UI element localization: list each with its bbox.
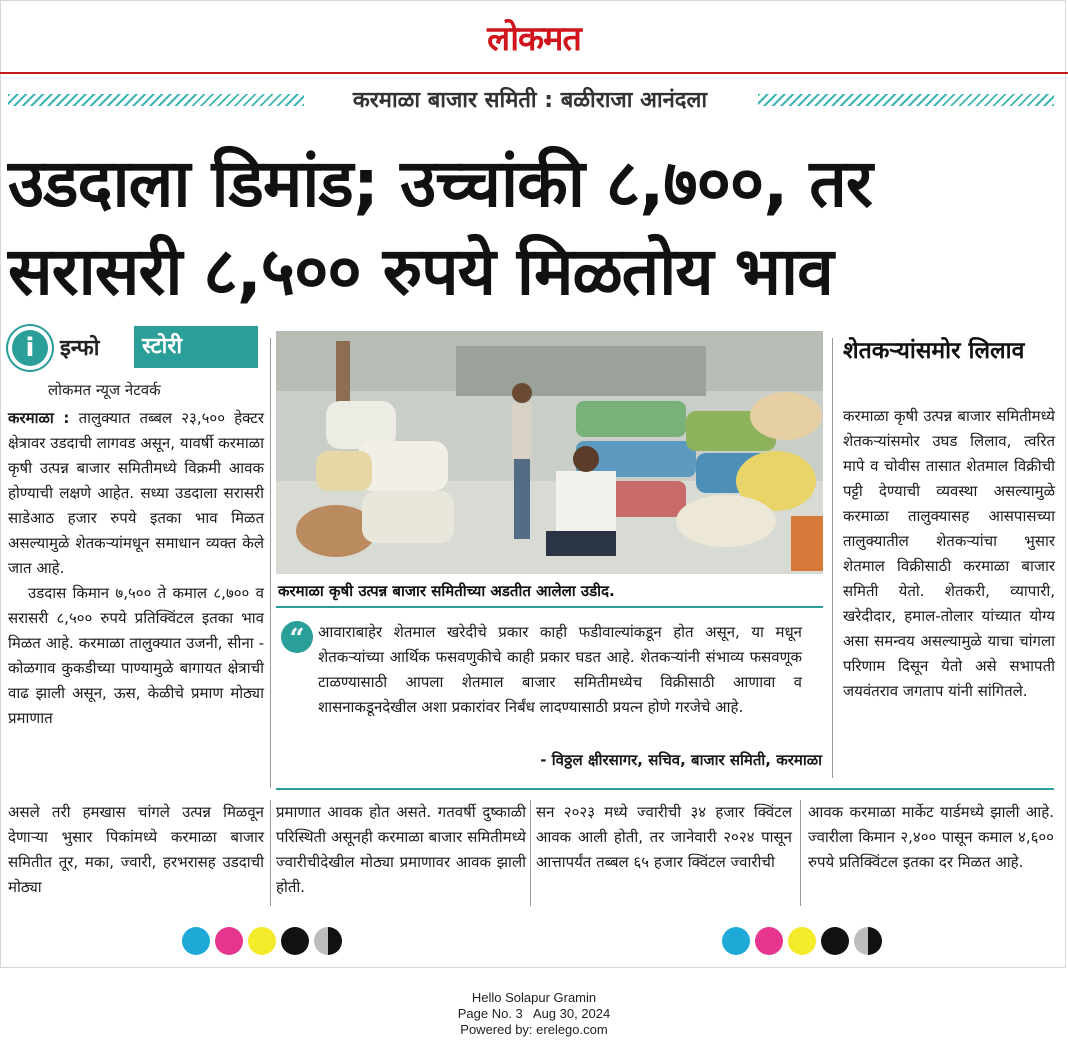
reg-dot-magenta xyxy=(755,927,783,955)
info-tag-word-1: इन्फो xyxy=(60,336,100,361)
quote-author: - विठ्ठल क्षीरसागर, सचिव, बाजार समिती, करमाळा xyxy=(540,751,822,769)
footer-page-date: Page No. 3 Aug 30, 2024 xyxy=(457,1006,611,1021)
bottom-column-4: आवक करमाळा मार्केट यार्डमध्ये झाली आहे. ज्वारीला किमान २,४०० पासून कमाल ४,६०० रुपये प्रतिक्विंटल इतका दर मिळत आहे. xyxy=(808,803,1054,871)
svg-text:“: “ xyxy=(289,624,305,654)
kicker-hatch-left xyxy=(8,94,304,106)
reg-dot-yellow xyxy=(248,927,276,955)
quote-icon xyxy=(280,620,314,654)
bottom-divider-1 xyxy=(270,800,271,906)
reg-dot-split xyxy=(854,927,882,955)
headline xyxy=(8,140,1062,316)
page-footer xyxy=(0,990,1068,1038)
caption-rule xyxy=(276,606,823,608)
footer-powered-by: Powered by: erelego.com xyxy=(460,1022,608,1037)
byline: लोकमत न्यूज नेटवर्क xyxy=(48,381,161,399)
reg-dot-cyan xyxy=(722,927,750,955)
kicker xyxy=(0,84,1068,116)
kicker-hatch-right xyxy=(758,94,1054,106)
info-story-tag xyxy=(8,326,252,370)
masthead-logo: लोकमत xyxy=(487,19,581,59)
sidebar-title: शेतकऱ्यांसमोर लिलाव xyxy=(843,338,1025,364)
reg-dot-cyan xyxy=(182,927,210,955)
bottom-divider-2 xyxy=(530,800,531,906)
info-tag-word-2: स्टोरी xyxy=(134,326,258,368)
reg-dot-yellow xyxy=(788,927,816,955)
bottom-column-1: असले तरी हमखास चांगले उत्पन्न मिळवून देणाऱ्या भुसार पिकांमध्ये करमाळा बाजार समितीत तूर, मका, ज्वारी, हरभरासह उडदाची मोठ्या xyxy=(8,803,264,896)
article-column-1 xyxy=(8,406,264,731)
bottom-divider-3 xyxy=(800,800,801,906)
reg-dot-black xyxy=(281,927,309,955)
photo-caption: करमाळा कृषी उत्पन्न बाजार समितीच्या अडतीत आलेला उडीद. xyxy=(278,582,615,600)
bottom-band-rule xyxy=(276,788,1054,790)
reg-dot-split xyxy=(314,927,342,955)
paragraph-1: तालुक्यात तब्बल २३,५०० हेक्टर क्षेत्रावर उडदाची लागवड असून, यावर्षी करमाळा कृषी उत्पन्न बाजार समितीमध्ये विक्रमी आवक होण्याची लक्षणे आहेत. सध्या उडदाला सरासरी साडेआठ हजार रुपये इतका भाव मिळत असल्यामुळे शेतकऱ्यांमधून समाधान व्यक्त केले जात आहे. xyxy=(8,409,264,577)
registration-marks-left xyxy=(182,927,352,955)
bottom-column-2: प्रमाणात आवक होत असते. गतवर्षी दुष्काळी परिस्थिती असूनही करमाळा बाजार समितीमध्ये ज्वारीचीदेखील मोठ्या प्रमाणावर आवक झाली होती. xyxy=(276,803,526,896)
paragraph-2: उडदास किमान ७,५०० ते कमाल ८,७०० व सरासरी ८,५०० रुपये प्रतिक्विंटल इतका भाव मिळत आहे. करमाळा तालुक्यात उजनी, सीना - कोळगाव कुकडीच्या पाण्यामुळे बागायत क्षेत्राची वाढ झाली असून, ऊस, केळीचे प्रमाण मोठ्या प्रमाणात xyxy=(8,584,264,727)
sidebar-body: करमाळा कृषी उत्पन्न बाजार समितीमध्ये शेतकऱ्यांसमोर उघड लिलाव, त्वरित मापे व चोवीस तासात शेतमाल विक्रीची पट्टी देण्याची व्यवस्था असल्यामुळे करमाळा तालुक्यासह आसपासच्या तालुक्यातील शेतकऱ्यांचा भुसार शेतमाल विक्रीसाठी करमाळा बाजार समिती येतो. शेतकरी, व्यापारी, खरेदीदार, हमाल-तोलार यांच्यात योग्य असा समन्वय असल्यामुळे याचा चांगला परिणाम दिसून येतो असे सभापती जयवंतराव जगताप यांनी सांगितले. xyxy=(843,407,1055,700)
registration-marks-right xyxy=(722,927,892,955)
headline-line-2: सरासरी ८,५०० रुपये मिळतोय भाव xyxy=(8,233,833,310)
dateline: करमाळा : xyxy=(8,409,70,427)
market-photo-illustration xyxy=(276,331,823,574)
article-photo xyxy=(276,331,823,574)
info-icon: i xyxy=(8,326,52,370)
reg-dot-black xyxy=(821,927,849,955)
reg-dot-magenta xyxy=(215,927,243,955)
column-divider-1 xyxy=(270,338,271,788)
column-divider-2 xyxy=(832,338,833,778)
bottom-column-3: सन २०२३ मध्ये ज्वारीची ३४ हजार क्विंटल आवक आली होती, तर जानेवारी २०२४ पासून आत्तापर्यंत तब्बल ६५ हजार क्विंटल ज्वारीची xyxy=(536,803,792,871)
footer-edition: Hello Solapur Gramin xyxy=(471,990,597,1005)
quote-text: आवाराबाहेर शेतमाल खरेदीचे प्रकार काही फडीवाल्यांकडून होत असून, या मधून शेतकऱ्यांच्या आर्थिक फसवणुकीचे काही प्रकार घडत आहे. शेतकऱ्यांनी संभाव्य फसवणूक टाळण्यासाठी आपला शेतमाल बाजार समितीमध्येच विक्रीसाठी आणावा व शासनाकडूनदेखील अशा प्रकारांवर निर्बंध लादण्यासाठी प्रयत्न होणे गरजेचे आहे. xyxy=(318,623,802,716)
masthead xyxy=(0,14,1068,70)
kicker-text: करमाळा बाजार समिती : बळीराजा आनंदला xyxy=(352,88,708,113)
headline-line-1: उडदाला डिमांड; उच्चांकी ८,७००, तर xyxy=(8,145,872,222)
masthead-rule xyxy=(0,72,1068,74)
